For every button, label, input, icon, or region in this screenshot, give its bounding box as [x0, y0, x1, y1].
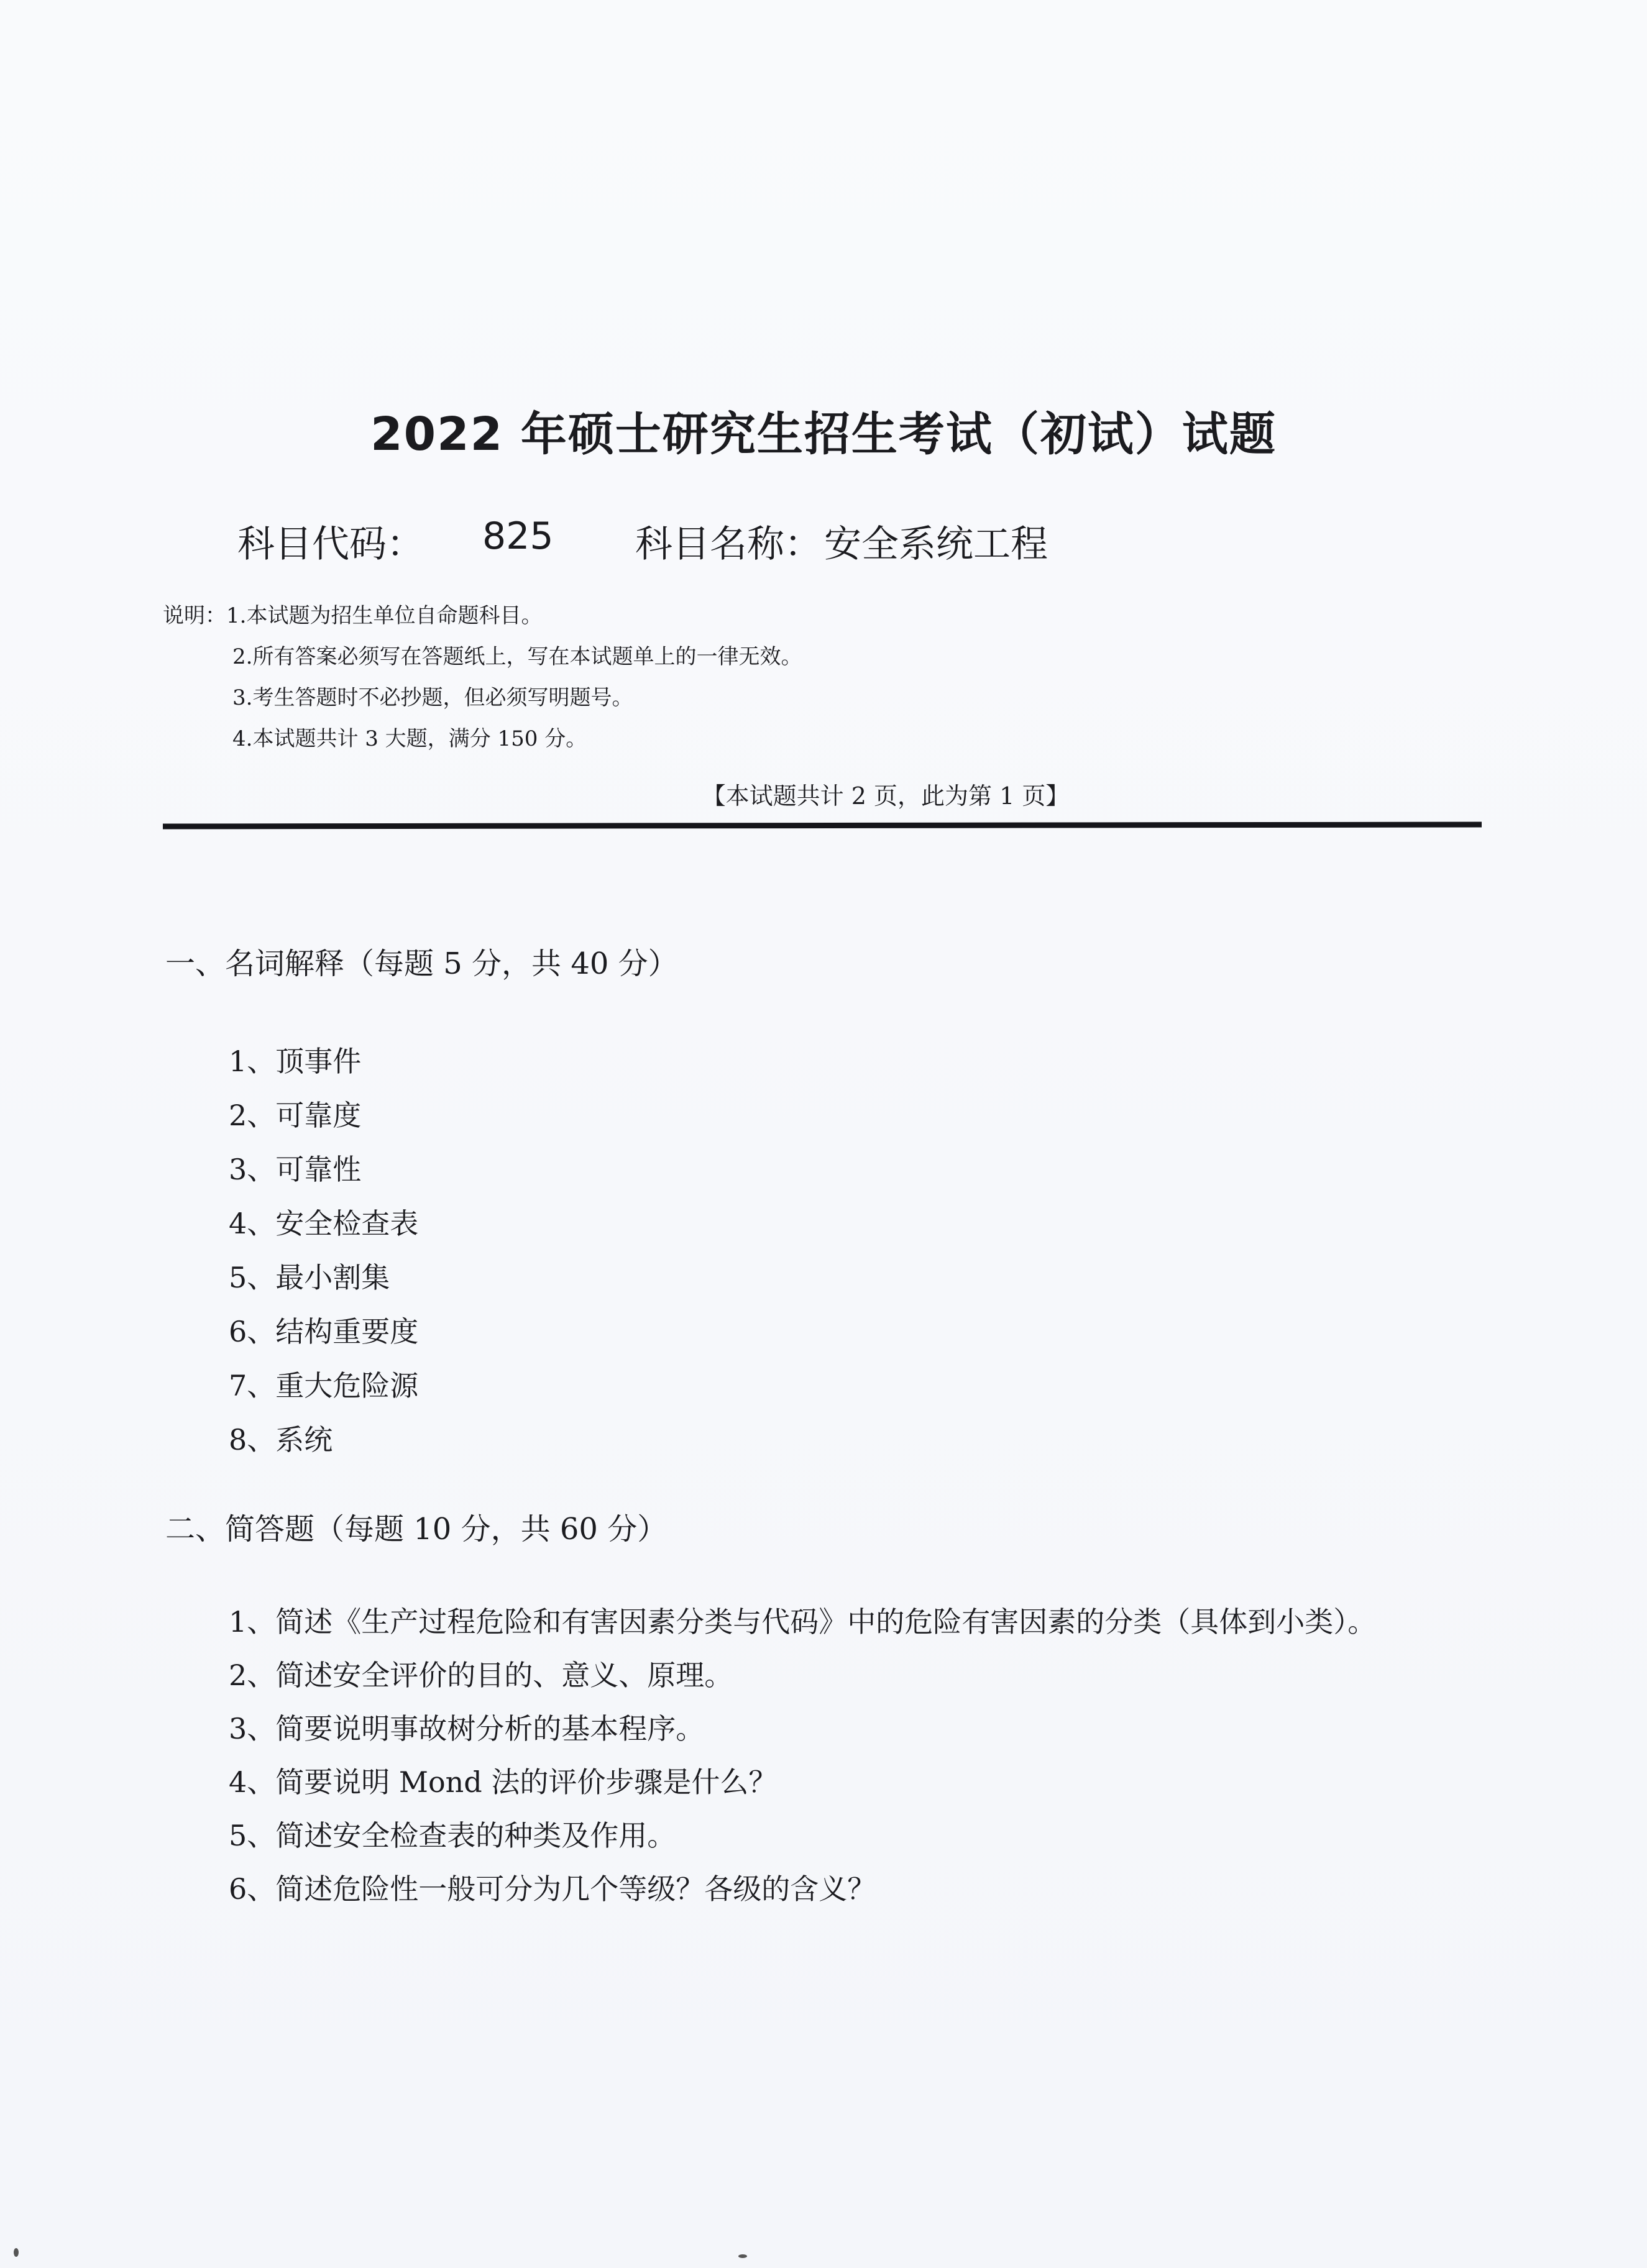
list-item: 2、可靠度	[229, 1099, 362, 1132]
instructions-label: 说明：	[163, 603, 226, 628]
list-item: 6、结构重要度	[229, 1315, 419, 1348]
instruction-item: 1.本试题为招生单位自命题科目。	[226, 603, 543, 628]
page-title: 2022 年硕士研究生招生考试（初试）试题	[370, 408, 1277, 461]
section-heading: 二、简答题（每题 10 分，共 60 分）	[165, 1512, 668, 1547]
page-count-note: 【本试题共计 2 页，此为第 1 页】	[702, 782, 1070, 810]
list-item: 1、顶事件	[229, 1045, 362, 1078]
list-item: 8、系统	[229, 1423, 333, 1456]
instruction-item: 4.本试题共计 3 大题，满分 150 分。	[232, 726, 587, 751]
subject-name-label: 科目名称：	[635, 523, 822, 566]
list-item: 6、简述危险性一般可分为几个等级？各级的含义？	[229, 1872, 876, 1906]
scan-speck	[14, 2248, 19, 2257]
header-divider	[163, 822, 1482, 830]
list-item: 5、简述安全检查表的种类及作用。	[229, 1819, 676, 1852]
list-item: 4、简要说明 Mond 法的评价步骤是什么？	[229, 1765, 778, 1799]
instruction-item: 2.所有答案必须写在答题纸上，写在本试题单上的一律无效。	[232, 644, 802, 669]
subject-code-value: 825	[482, 514, 554, 558]
list-item: 5、最小割集	[229, 1261, 390, 1294]
subject-code-label: 科目代码：	[237, 523, 424, 566]
list-item: 1、简述《生产过程危险和有害因素分类与代码》中的危险有害因素的分类（具体到小类）。	[229, 1605, 1377, 1639]
list-item: 3、简要说明事故树分析的基本程序。	[229, 1712, 705, 1745]
section-heading: 一、名词解释（每题 5 分，共 40 分）	[165, 946, 678, 981]
instructions	[163, 595, 802, 759]
instruction-item: 3.考生答题时不必抄题，但必须写明题号。	[232, 685, 633, 710]
list-item: 3、可靠性	[229, 1153, 362, 1186]
list-item: 4、安全检查表	[229, 1207, 419, 1240]
list-item: 2、简述安全评价的目的、意义、原理。	[229, 1658, 733, 1692]
scan-speck	[738, 2254, 747, 2258]
subject-name-value: 安全系统工程	[824, 523, 1048, 566]
list-item: 7、重大危险源	[229, 1369, 419, 1402]
